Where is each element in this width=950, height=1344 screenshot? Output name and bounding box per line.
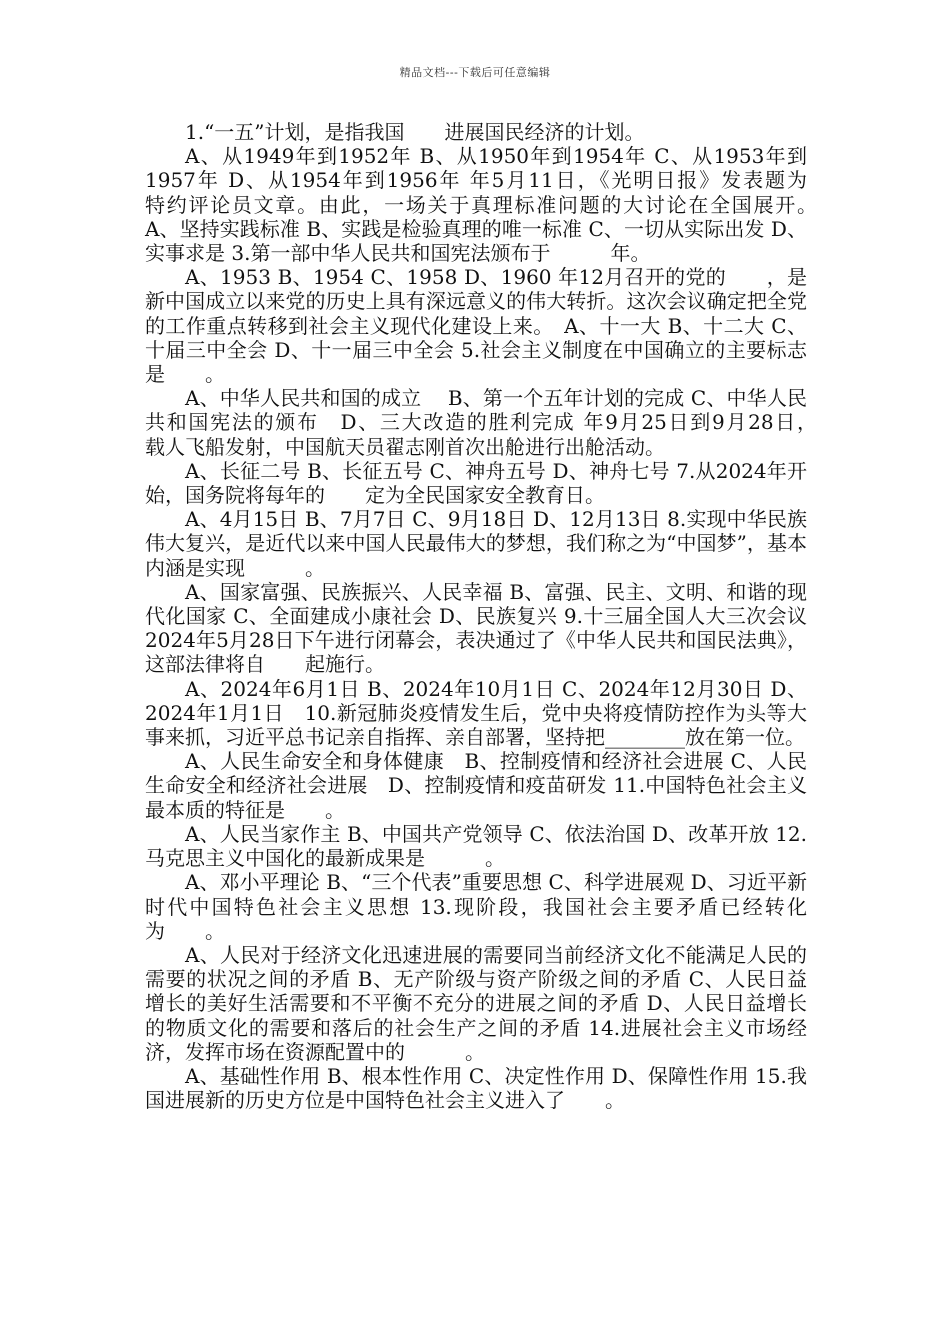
paragraph: 1.“一五”计划，是指我国 进展国民经济的计划。	[185, 120, 645, 144]
page-header: 精品文档---下载后可任意编辑	[399, 66, 551, 79]
paragraph: A、人民生命安全和身体健康 B、控制疫情和经济社会进展 C、人民生命安全和经济社会进展 D、控制疫情和疫苗研发 11.中国特色社会主义最本质的特征是 。	[145, 749, 807, 822]
paragraph: A、从1949年到1952年 B、从1950年到1954年 C、从1953年到1957年 D、从1954年到1956年 年5月11日，《光明日报》发表题为 特约评论员文章。由此，一场关于真理标准问题的大讨论在全国展开。 A、坚持实践标准 B、实践是检验真理的唯一标准 C、一切从实际出发 D、实事求是 3.第一部中华人民共和国宪法颁布于 年。	[145, 144, 847, 266]
paragraph: A、国家富强、民族振兴、人民幸福 B、富强、民主、文明、和谐的现代化国家 C、全面建成小康社会 D、民族复兴 9.十三届全国人大三次会议2024年5月28日下午进行闭幕会，表决通过了《中华人民共和国民法典》，这部法律将自 起施行。	[145, 579, 807, 677]
paragraph: A、人民对于经济文化迅速进展的需要同当前经济文化不能满足人民的需要的状况之间的矛盾 B、无产阶级与资产阶级之间的矛盾 C、人民日益增长的美好生活需要和不平衡不充分的进展之间的矛盾 D、人民日益增长的物质文化的需要和落后的社会生产之间的矛盾 14.进展社会主义市场经济，发挥市场在资源配置中的 。	[145, 942, 807, 1064]
paragraph: A、基础性作用 B、根本性作用 C、决定性作用 D、保障性作用 15.我国进展新的历史方位是中国特色社会主义进入了 。	[145, 1063, 807, 1113]
document-body	[145, 120, 847, 1113]
paragraph: A、邓小平理论 B、“三个代表”重要思想 C、科学进展观 D、习近平新时代中国特色社会主义思想 13.现阶段，我国社会主要矛盾已经转化为 。	[145, 870, 807, 943]
paragraph: A、1953 B、1954 C、1958 D、1960 年12月召开的党的 ，是新中国成立以来党的历史上具有深远意义的伟大转折。这次会议确定把全党的工作重点转移到社会主义现代化建设上来。 A、十一大 B、十二大 C、十届三中全会 D、十一届三中全会 5.社会主义制度在中国确立的主要标志是 。	[145, 265, 807, 387]
paragraph: A、人民当家作主 B、中国共产党领导 C、依法治国 D、改革开放 12.马克思主义中国化的最新成果是 。	[145, 821, 807, 871]
paragraph: A、长征二号 B、长征五号 C、神舟五号 D、神舟七号 7.从2024年开始，国务院将每年的 定为全民国家安全教育日。	[145, 458, 807, 508]
paragraph: A、4月15日 B、7月7日 C、9月18日 D、12月13日 8.实现中华民族伟大复兴，是近代以来中国人民最伟大的梦想，我们称之为“中国梦”，基本内涵是实现 。	[145, 507, 807, 580]
paragraph: A、中华人民共和国的成立 B、第一个五年计划的完成 C、中华人民共和国宪法的颁布 D、三大改造的胜利完成 年9月25日到9月28日， 载人飞船发射，中国航天员翟志刚首次出舱进行出舱活动。	[145, 386, 847, 459]
paragraph: A、2024年6月1日 B、2024年10月1日 C、2024年12月30日 D、2024年1月1日 10.新冠肺炎疫情发生后，党中央将疫情防控作为头等大事来抓，习近平总书记亲自指挥、亲自部署，坚持把________放在第一位。	[145, 676, 807, 750]
